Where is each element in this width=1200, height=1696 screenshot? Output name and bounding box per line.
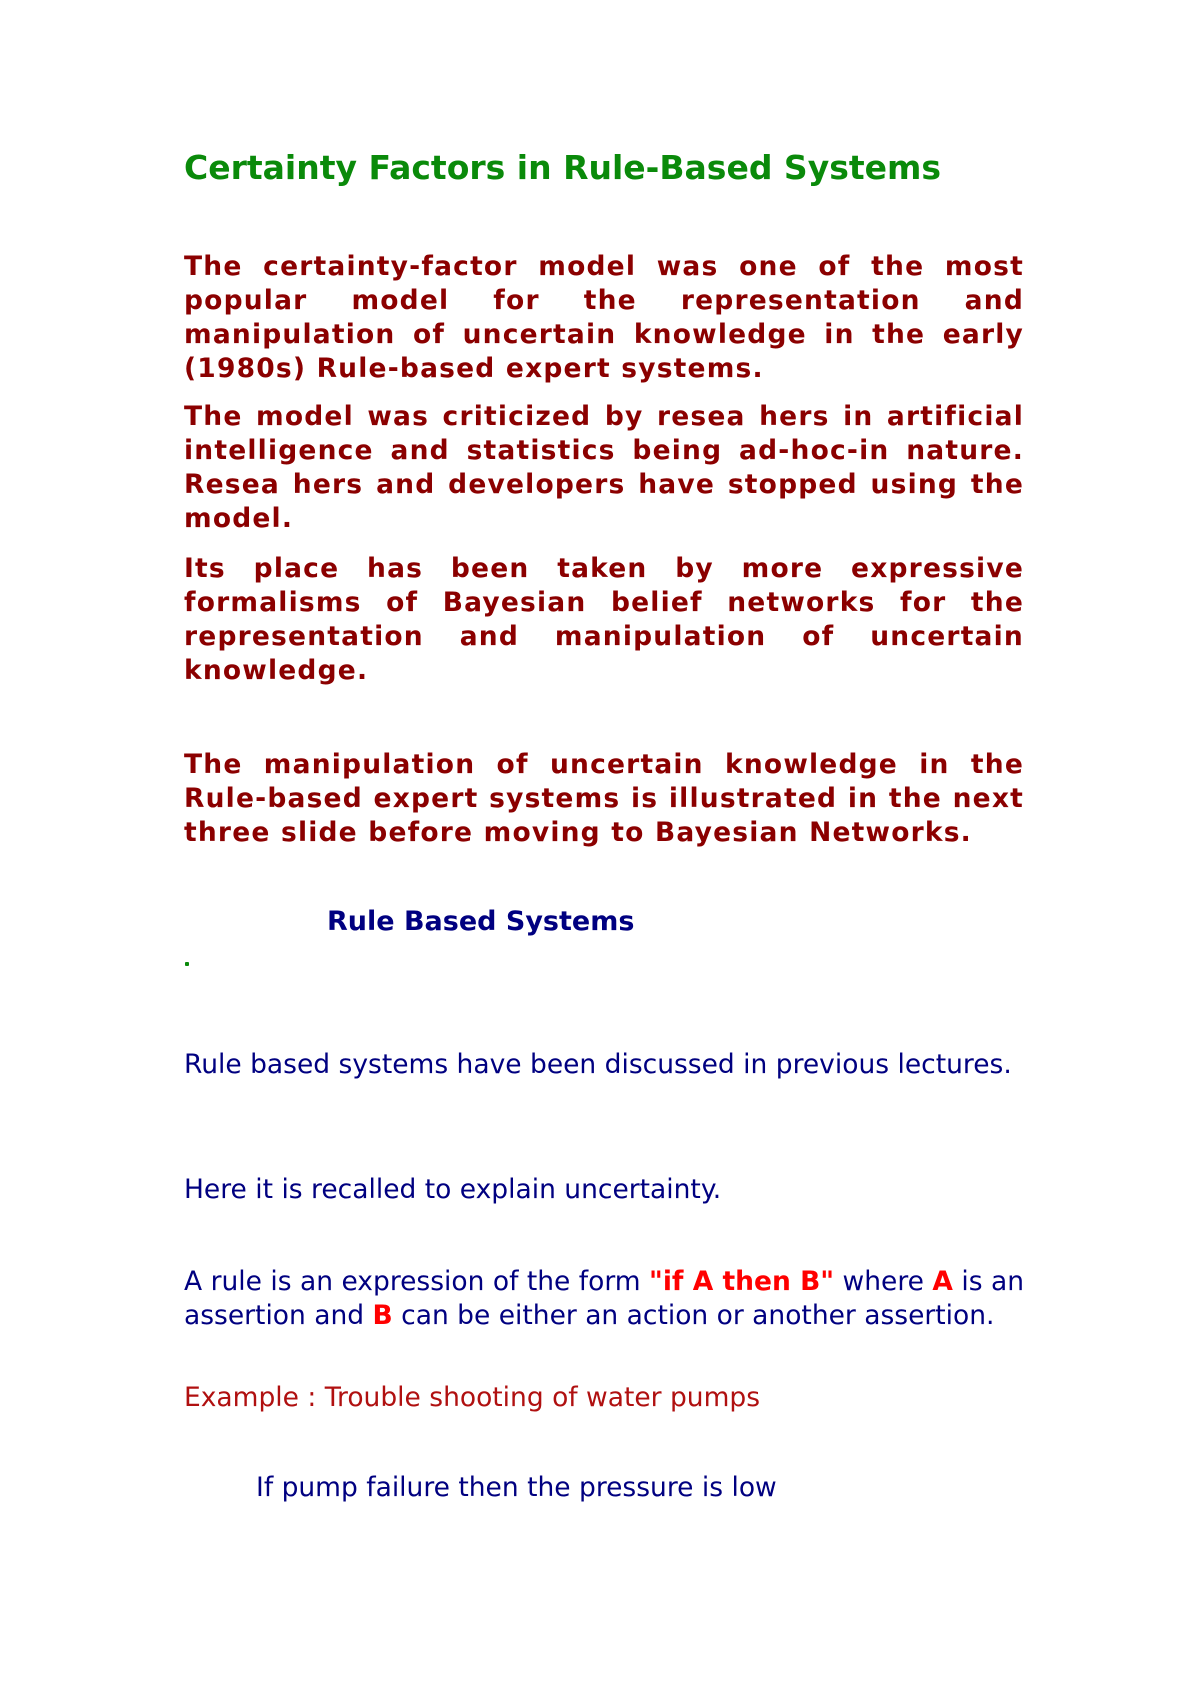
intro-paragraph-4: The manipulation of uncertain knowledge in the Rule-based expert systems is illustrated in the next three slide before moving to Bayesian Networks. xyxy=(184,749,1024,848)
section-paragraph-1: Rule based systems have been discussed in previous lectures. xyxy=(184,1049,1012,1080)
rule-a: A xyxy=(932,1266,953,1297)
example-line: Example : Trouble shooting of water pumps xyxy=(184,1382,761,1413)
intro-paragraph-3: Its place has been taken by more expressive formalisms of Bayesian belief networks for the representation and manipulation of uncertain knowledge. xyxy=(184,553,1024,686)
section-paragraph-2: Here it is recalled to explain uncertainty. xyxy=(184,1174,722,1205)
page-title: Certainty Factors in Rule-Based Systems xyxy=(184,148,942,187)
rule-b: B xyxy=(372,1300,393,1331)
rule-text-part2: where xyxy=(834,1266,933,1297)
intro-paragraph-1: The certainty-factor model was one of the most popular model for the representation and manipulation of uncertain knowledge in the early (1980s) Rule-based expert systems. xyxy=(184,251,1024,384)
rule-text-part4: can be either an action or another assertion. xyxy=(392,1300,995,1331)
example-rule: If pump failure then the pressure is low xyxy=(256,1472,777,1503)
rule-quote: "if A then B" xyxy=(649,1266,835,1297)
rule-definition-paragraph xyxy=(184,1265,1024,1333)
rule-text-part1: A rule is an expression of the form xyxy=(184,1266,650,1297)
section-heading: Rule Based Systems xyxy=(327,906,635,937)
rule-text-part3: is an assertion and xyxy=(184,1266,1025,1331)
bullet-dot xyxy=(185,962,189,966)
intro-paragraph-2: The model was criticized by resea hers in artificial intelligence and statistics being ad-hoc-in nature. Resea hers and developers have stopped using the model. xyxy=(184,401,1024,534)
